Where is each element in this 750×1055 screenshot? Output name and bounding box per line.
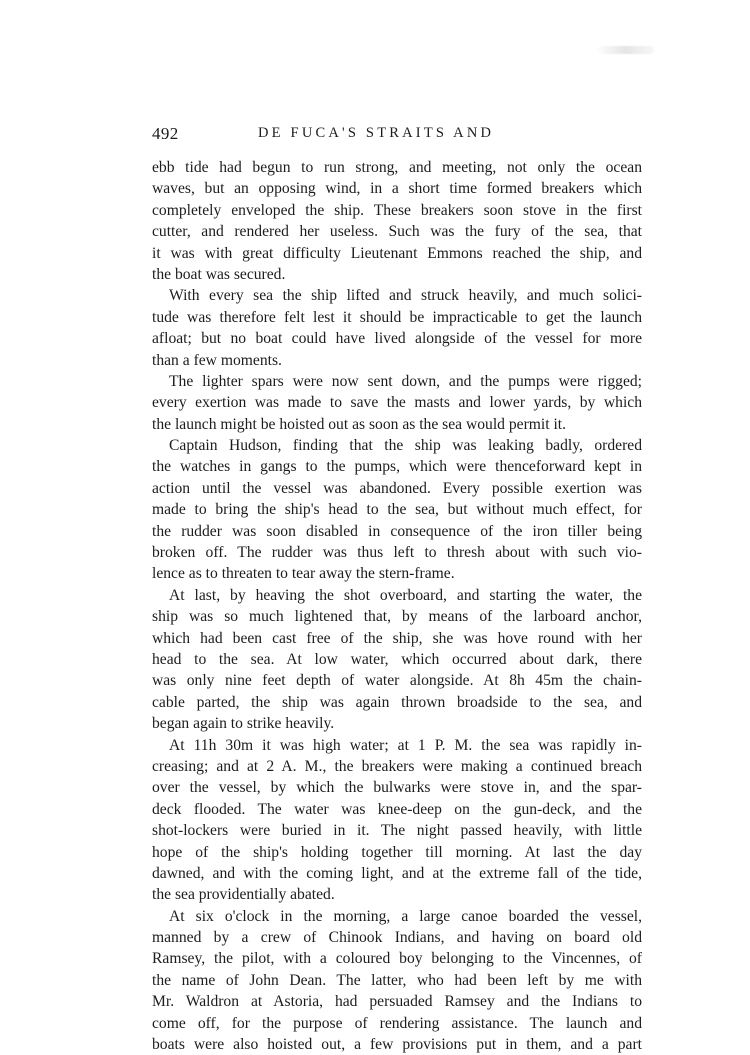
text-line: made to bring the ship's head to the sea, but without much effect, for — [152, 501, 642, 519]
text-line: cutter, and rendered her useless. Such was the fury of the sea, that — [152, 223, 642, 241]
text-line: began again to strike heavily. — [152, 715, 335, 733]
text-line: ship was so much lightened that, by means of the larboard anchor, — [152, 608, 642, 626]
text-line: than a few moments. — [152, 351, 282, 369]
body-text — [152, 157, 642, 1055]
text-line: At 11h 30m it was high water; at 1 P. M. the sea was rapidly in- — [169, 736, 642, 754]
running-title: DE FUCA'S STRAITS AND — [258, 125, 495, 141]
text-line: ebb tide had begun to run strong, and meeting, not only the ocean — [152, 159, 642, 176]
text-line: the name of John Dean. The latter, who had been left by me with — [152, 971, 642, 989]
text-line: cable parted, the ship was again thrown broadside to the sea, and — [152, 693, 642, 711]
text-line: Mr. Waldron at Astoria, had persuaded Ramsey and the Indians to — [152, 993, 642, 1011]
text-line: shot-lockers were buried in it. The night passed heavily, with little — [152, 822, 642, 840]
text-line: broken off. The rudder was thus left to thresh about with such vio- — [152, 544, 642, 562]
text-line: At six o'clock in the morning, a large canoe boarded the vessel, — [169, 907, 642, 925]
text-line: hope of the ship's holding together till morning. At last the day — [152, 843, 642, 861]
text-line: the launch might be hoisted out as soon as the sea would permit it. — [152, 415, 567, 433]
page-number: 492 — [152, 124, 179, 143]
text-line: it was with great difficulty Lieutenant Emmons reached the ship, and — [152, 244, 642, 262]
page-edge-smudge — [596, 46, 654, 54]
text-line: tude was therefore felt lest it should be impracticable to get the launch — [152, 308, 642, 326]
text-line: waves, but an opposing wind, in a short time formed breakers which — [152, 180, 642, 198]
running-head — [152, 124, 642, 148]
text-line: With every sea the ship lifted and struck heavily, and much solici- — [169, 287, 642, 305]
text-line: the watches in gangs to the pumps, which were thenceforward kept in — [152, 458, 642, 476]
text-line: action until the vessel was abandoned. Every possible exertion was — [152, 479, 642, 497]
text-line: the sea providentially abated. — [152, 886, 335, 904]
text-line: creasing; and at 2 A. M., the breakers were making a continued breach — [152, 757, 642, 775]
text-line: which had been cast free of the ship, she was hove round with her — [152, 629, 642, 647]
text-line: over the vessel, by which the bulwarks were stove in, and the spar- — [152, 779, 642, 797]
text-line: The lighter spars were now sent down, and the pumps were rigged; — [169, 372, 642, 390]
text-line: dawned, and with the coming light, and at the extreme fall of the tide, — [152, 864, 642, 882]
text-line: the boat was secured. — [152, 265, 286, 283]
text-line: completely enveloped the ship. These breakers soon stove in the first — [152, 201, 642, 219]
text-line: At last, by heaving the shot overboard, and starting the water, the — [169, 586, 642, 604]
text-line: every exertion was made to save the masts and lower yards, by which — [152, 394, 642, 412]
text-line: lence as to threaten to tear away the stern-frame. — [152, 565, 455, 583]
text-line: the rudder was soon disabled in consequence of the iron tiller being — [152, 522, 642, 540]
text-line: afloat; but no boat could have lived alongside of the vessel for more — [152, 330, 642, 348]
text-line: manned by a crew of Chinook Indians, and having on board old — [152, 929, 642, 947]
text-line: deck flooded. The water was knee-deep on the gun-deck, and the — [152, 800, 642, 818]
text-line: Ramsey, the pilot, with a coloured boy belonging to the Vincennes, of — [152, 950, 642, 968]
text-line: Captain Hudson, finding that the ship was leaking badly, ordered — [169, 437, 642, 455]
text-line: head to the sea. At low water, which occurred about dark, there — [152, 650, 642, 668]
text-line: boats were also hoisted out, a few provisions put in them, and a part — [152, 1036, 642, 1054]
text-line: was only nine feet depth of water alongside. At 8h 45m the chain- — [152, 672, 642, 690]
text-line: come off, for the purpose of rendering assistance. The launch and — [152, 1014, 642, 1032]
